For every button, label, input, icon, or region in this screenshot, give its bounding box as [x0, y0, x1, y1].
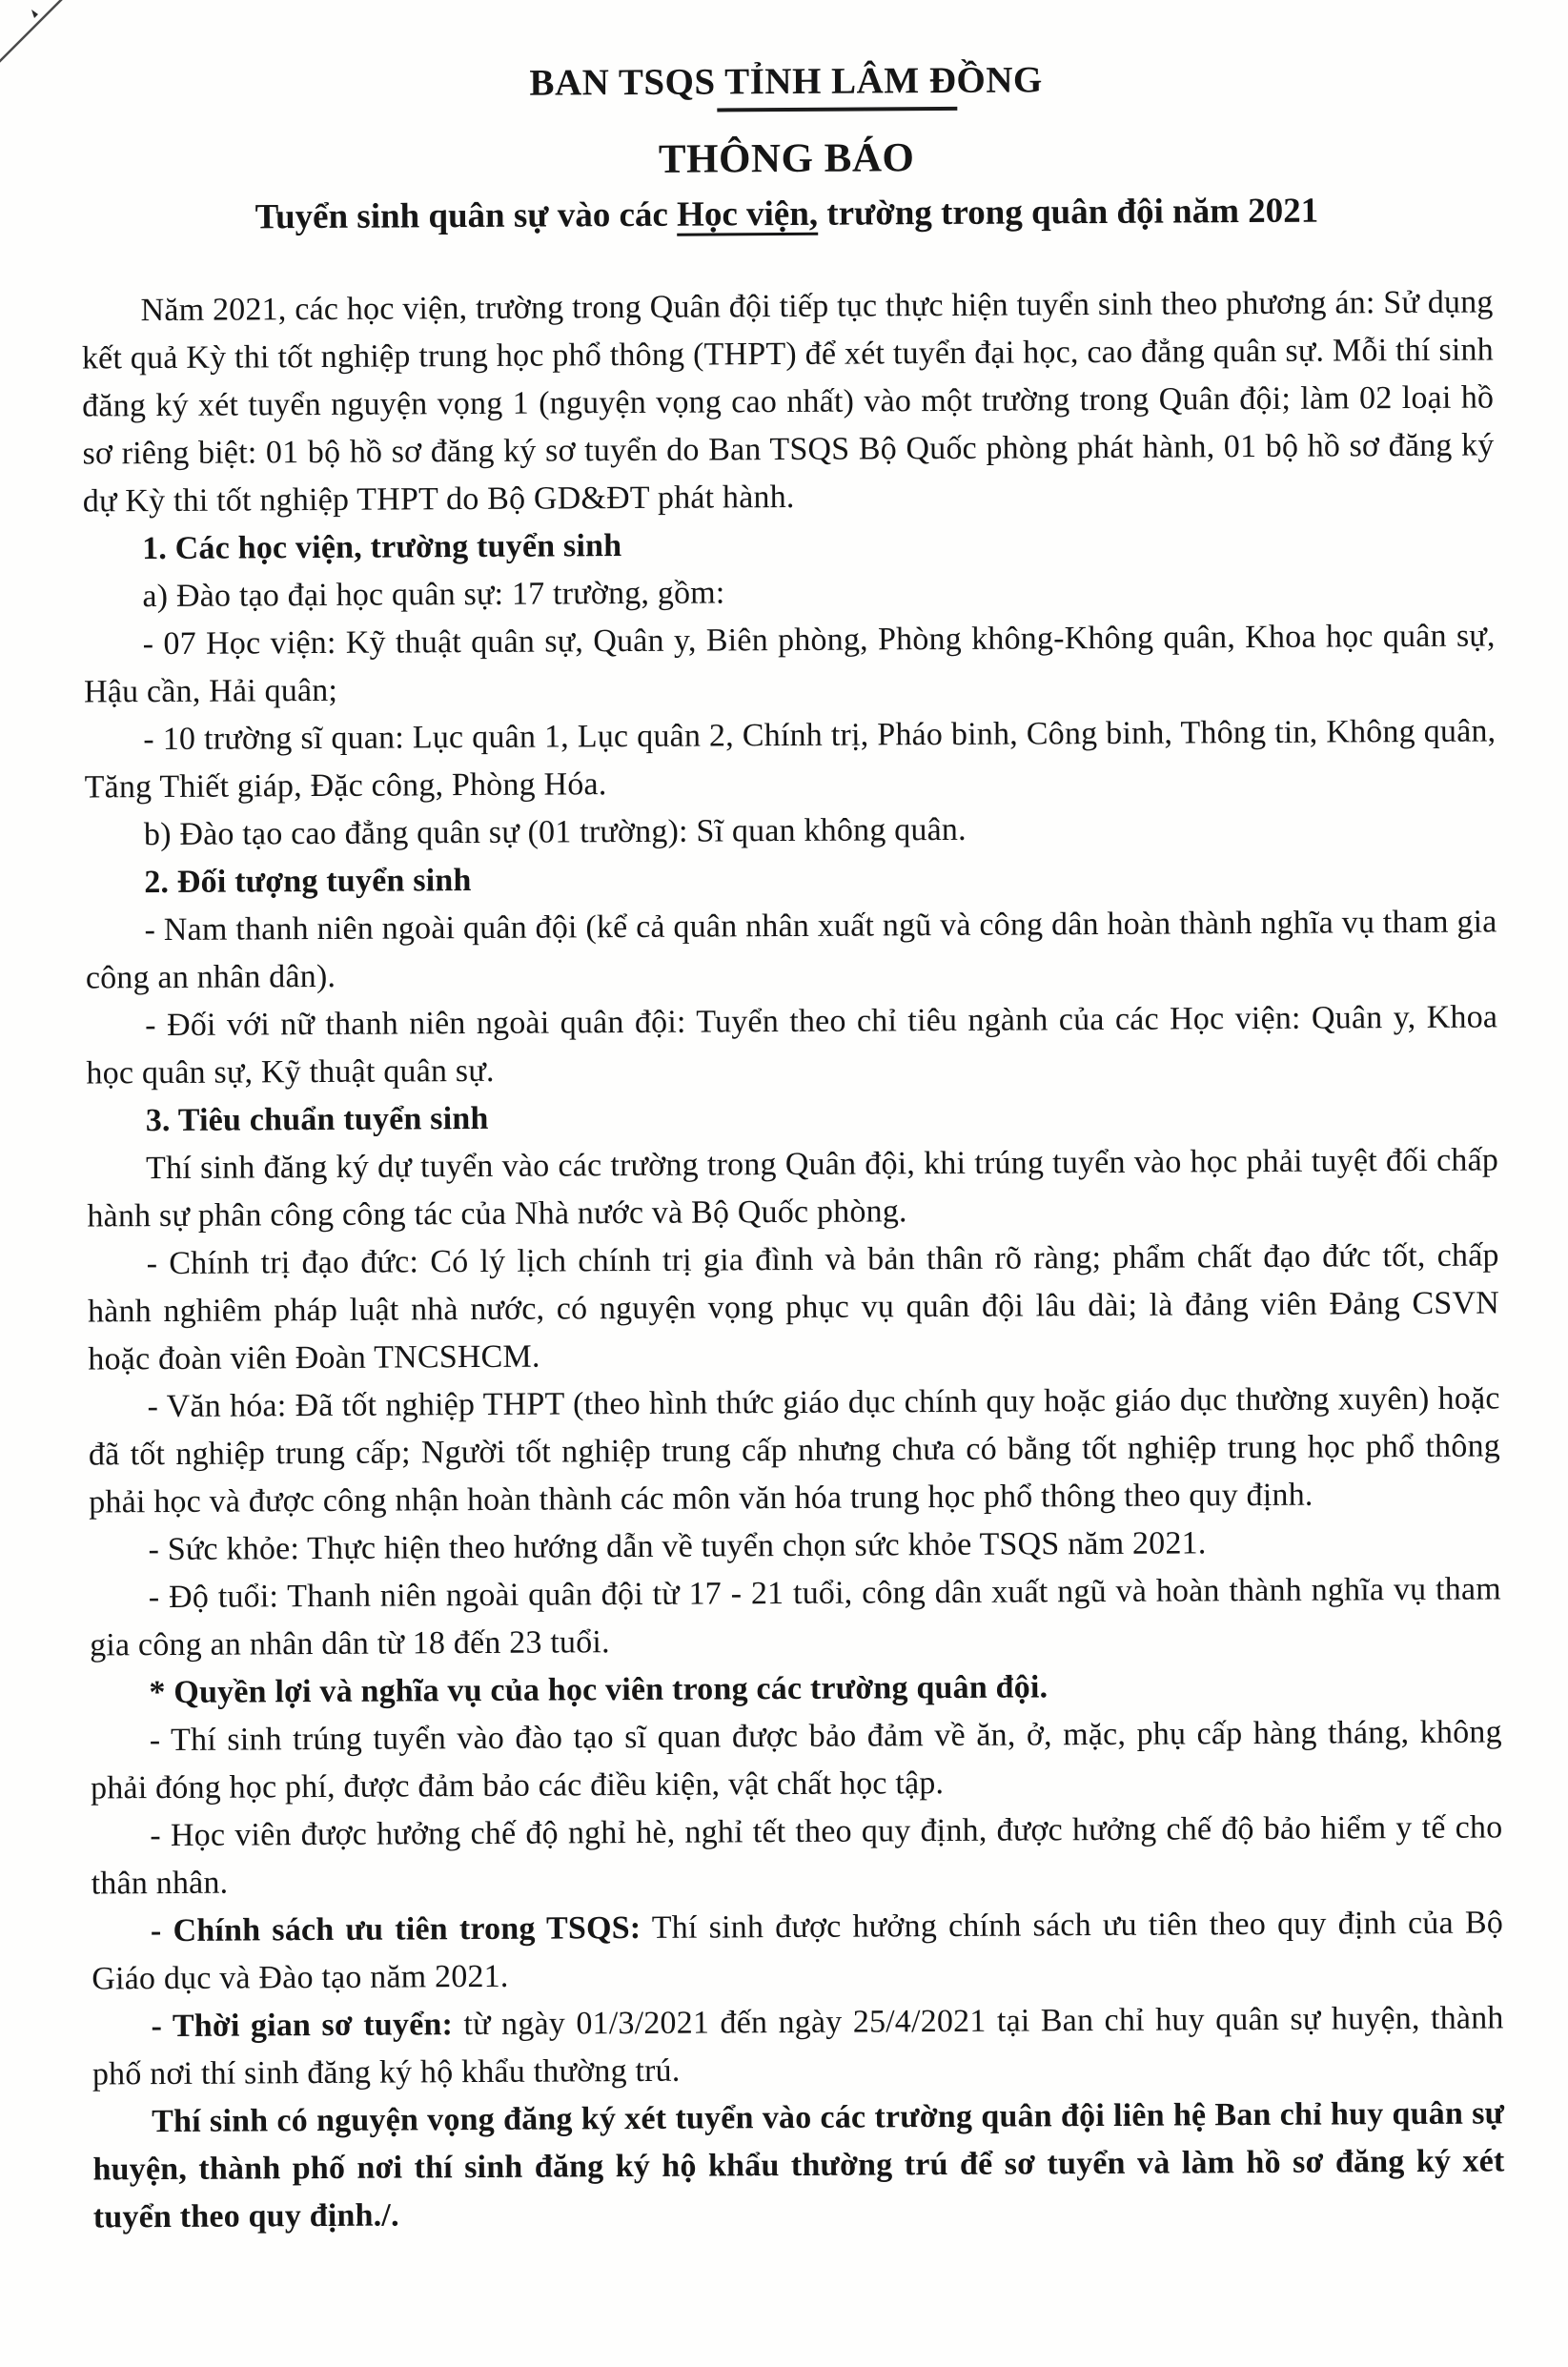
subject-text-pre: Tuyển sinh quân sự vào các	[255, 194, 678, 237]
priority-policy-label: - Chính sách ưu tiên trong TSQS:	[150, 1909, 641, 1949]
document-subject-line	[81, 187, 1493, 241]
issuing-organization-title: BAN TSQS TỈNH LÂM ĐỒNG	[529, 59, 1043, 104]
section-3-heading: 3. Tiêu chuẩn tuyển sinh	[145, 1100, 489, 1139]
section-1-officer-schools: - 10 trường sĩ quan: Lục quân 1, Lục quân 2, Chính trị, Pháo binh, Công binh, Thông tin, Không quân, Tăng Thiết giáp, Đặc công, Phòng Hóa.	[84, 713, 1497, 806]
pen-stroke-mark	[0, 0, 86, 76]
priority-policy-paragraph	[92, 1899, 1504, 2003]
section-2-male-applicants: - Nam thanh niên ngoài quân đội (kể cả quân nhân xuất ngũ và công dân hoàn thành nghĩa vụ tham gia công an nhân dân).	[85, 904, 1497, 996]
benefits-heading: * Quyền lợi và nghĩa vụ của học viên trong các trường quân đội.	[149, 1669, 1049, 1711]
organization-underline-rule	[717, 107, 957, 112]
section-1-item-a: a) Đào tạo đại học quân sự: 17 trường, gồm:	[142, 575, 725, 615]
schedule-paragraph	[92, 1994, 1504, 2098]
subject-text-underlined: Học viện,	[676, 194, 819, 235]
document-content	[80, 54, 1505, 2241]
section-3-general: Thí sinh đăng ký dự tuyển vào các trường trong Quân đội, khi trúng tuyển vào học phải tuyệt đối chấp hành sự phân công công tác của Nhà nước và Bộ Quốc phòng.	[87, 1142, 1499, 1235]
section-2-female-applicants: - Đối với nữ thanh niên ngoài quân đội: Tuyển theo chỉ tiêu ngành của các Học viện: Quân y, Khoa học quân sự, Kỹ thuật quân sự.	[86, 999, 1498, 1092]
schedule-label: - Thời gian sơ tuyển:	[151, 2007, 454, 2045]
document-body	[81, 278, 1504, 2241]
benefits-support: - Thí sinh trúng tuyển vào đào tạo sĩ quan được bảo đảm về ăn, ở, mặc, phụ cấp hàng tháng, không phải đóng học phí, được đảm bảo các điều kiện, vật chất học tập.	[90, 1714, 1502, 1806]
schedule-text: từ ngày 01/3/2021 đến ngày 25/4/2021 tại Ban chỉ huy quân sự huyện, thành phố nơi thí sinh đăng ký hộ khẩu thường trú.	[92, 2000, 1504, 2092]
section-3-politics-ethics: - Chính trị đạo đức: Có lý lịch chính trị gia đình và bản thân rõ ràng; phẩm chất đạo đức tốt, chấp hành nghiêm pháp luật nhà nước, có nguyện vọng phục vụ quân đội lâu dài; là đảng viên Đảng CSVN hoặc đoàn viên Đoàn TNCSHCM.	[87, 1237, 1500, 1377]
section-1-academies: - 07 Học viện: Kỹ thuật quân sự, Quân y, Biên phòng, Phòng không-Không quân, Khoa học quân sự, Hậu cần, Hải quân;	[83, 618, 1496, 710]
document-type-title: THÔNG BÁO	[658, 135, 915, 182]
section-3-health: - Sức khỏe: Thực hiện theo hướng dẫn về tuyển chọn sức khỏe TSQS năm 2021.	[148, 1525, 1207, 1568]
section-1-heading: 1. Các học viện, trường tuyển sinh	[142, 528, 622, 567]
section-1-item-b: b) Đào tạo cao đẳng quân sự (01 trường): Sĩ quan không quân.	[143, 811, 967, 853]
priority-policy-text: Thí sinh được hưởng chính sách ưu tiên theo quy định của Bộ Giáo dục và Đào tạo năm 2021.	[92, 1905, 1504, 1997]
paragraph-intro: Năm 2021, các học viện, trường trong Quân đội tiếp tục thực hiện tuyển sinh theo phương án: Sử dụng kết quả Kỳ thi tốt nghiệp trung học phổ thông (THPT) để xét tuyển đại học, cao đẳng quân sự. Mỗi thí sinh đăng ký xét tuyển nguyện vọng 1 (nguyện vọng cao nhất) vào một trường trong Quân đội; làm 02 loại hồ sơ riêng biệt: 01 bộ hồ sơ đăng ký sơ tuyển do Ban TSQS Bộ Quốc phòng phát hành, 01 bộ hồ sơ đăng ký dự Kỳ thi tốt nghiệp THPT do Bộ GD&ĐT phát hành.	[81, 284, 1495, 520]
section-2-heading: 2. Đối tượng tuyển sinh	[144, 863, 472, 901]
closing-paragraph: Thí sinh có nguyện vọng đăng ký xét tuyển vào các trường quân đội liên hệ Ban chỉ huy quân sự huyện, thành phố nơi thí sinh đăng ký hộ khẩu thường trú để sơ tuyển và làm hồ sơ đăng ký xét tuyển theo quy định./.	[92, 2095, 1505, 2235]
subject-text-post: trường trong quân đội năm 2021	[817, 191, 1319, 234]
benefits-leave: - Học viên được hưởng chế độ nghỉ hè, nghỉ tết theo quy định, được hưởng chế độ bảo hiểm y tế cho thân nhân.	[91, 1809, 1503, 1902]
section-3-age: - Độ tuổi: Thanh niên ngoài quân đội từ 17 - 21 tuổi, công dân xuất ngũ và hoàn thành nghĩa vụ tham gia công an nhân dân từ 18 đến 23 tuổi.	[90, 1571, 1501, 1663]
section-3-education: - Văn hóa: Đã tốt nghiệp THPT (theo hình thức giáo dục chính quy hoặc giáo dục thường xuyên) hoặc đã tốt nghiệp trung cấp; Người tốt nghiệp trung cấp nhưng chưa có bằng tốt nghiệp trung học phổ thông phải học và được công nhận hoàn thành các môn văn hóa trung học phổ thông theo quy định.	[88, 1380, 1501, 1520]
